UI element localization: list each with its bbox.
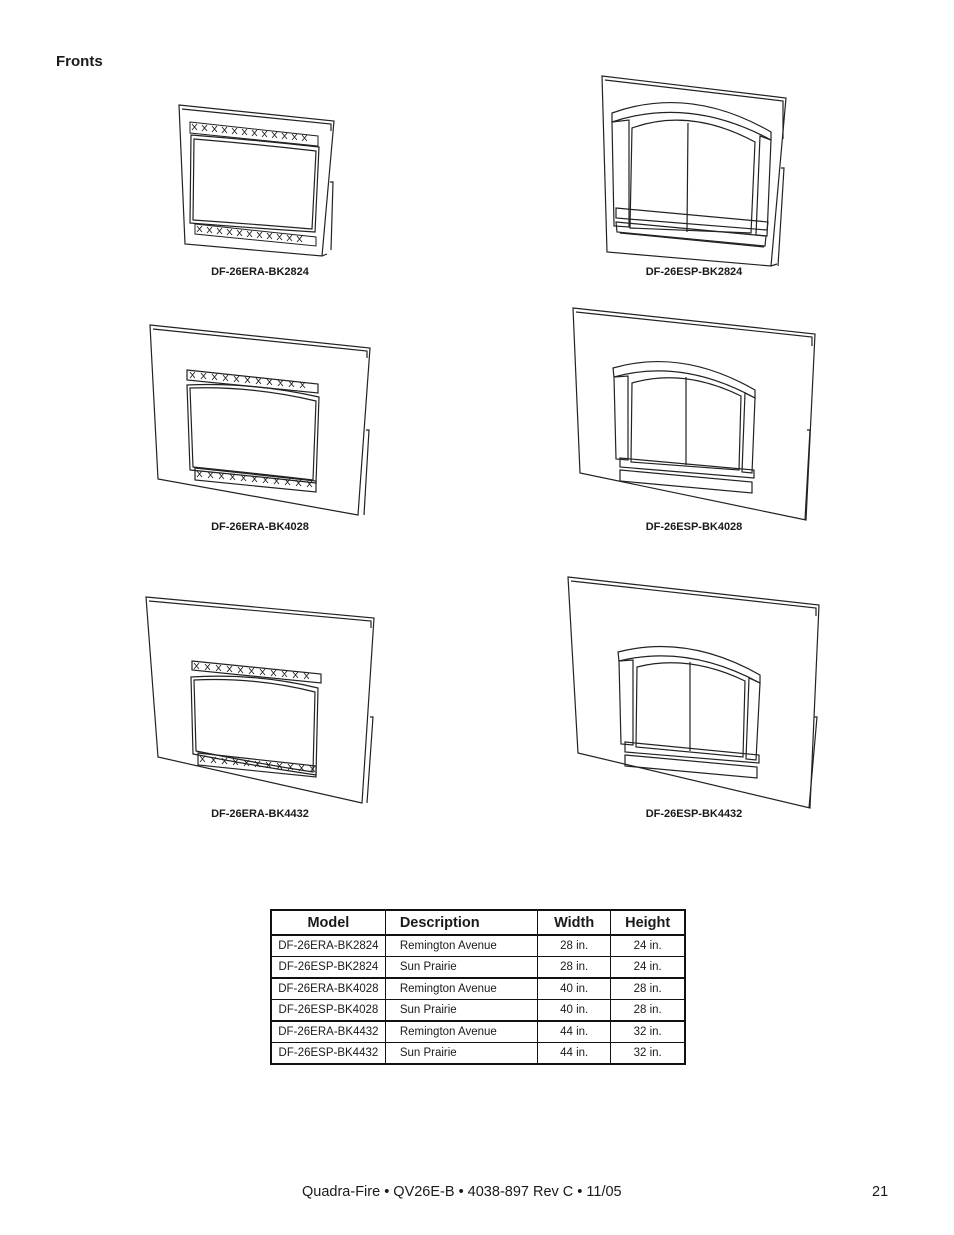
- cell-description: Remington Avenue: [385, 978, 537, 1000]
- cell-model: DF-26ESP-BK4432: [271, 1043, 385, 1065]
- figure-caption: DF-26ESP-BK2824: [645, 266, 743, 278]
- figure-caption: DF-26ERA-BK4028: [211, 521, 309, 533]
- cell-description: Remington Avenue: [385, 1021, 537, 1043]
- cell-model: DF-26ESP-BK2824: [271, 957, 385, 979]
- cell-height: 24 in.: [611, 935, 685, 957]
- table-row: [271, 1043, 685, 1065]
- cell-width: 44 in.: [537, 1043, 610, 1065]
- fireplace-front-illustrations-4028: [0, 290, 954, 550]
- fronts-spec-table: [270, 909, 686, 1065]
- fireplace-front-illustrations-4432: [0, 570, 954, 830]
- cell-height: 24 in.: [611, 957, 685, 979]
- cell-width: 44 in.: [537, 1021, 610, 1043]
- cell-height: 32 in.: [611, 1021, 685, 1043]
- cell-width: 28 in.: [537, 935, 610, 957]
- cell-description: Sun Prairie: [385, 957, 537, 979]
- cell-model: DF-26ESP-BK4028: [271, 1000, 385, 1022]
- table-row: [271, 957, 685, 979]
- cell-model: DF-26ERA-BK4028: [271, 978, 385, 1000]
- cell-description: Sun Prairie: [385, 1000, 537, 1022]
- header-description: Description: [385, 910, 537, 935]
- cell-width: 40 in.: [537, 978, 610, 1000]
- cell-height: 28 in.: [611, 1000, 685, 1022]
- fireplace-front-remington-illustration: [0, 0, 954, 290]
- cell-width: 28 in.: [537, 957, 610, 979]
- figure-row-4028: [0, 290, 954, 550]
- cell-description: Sun Prairie: [385, 1043, 537, 1065]
- figure-caption: DF-26ERA-BK4432: [211, 808, 309, 820]
- figure-era-2824: [0, 0, 954, 290]
- figure-caption: DF-26ERA-BK2824: [211, 266, 309, 278]
- figure-caption: DF-26ESP-BK4028: [645, 521, 743, 533]
- cell-model: DF-26ERA-BK2824: [271, 935, 385, 957]
- fireplace-front-sun-prairie-illustration-2824: [602, 76, 786, 266]
- cell-height: 28 in.: [611, 978, 685, 1000]
- table-row: [271, 1021, 685, 1043]
- table-header-row: [271, 910, 685, 935]
- cell-height: 32 in.: [611, 1043, 685, 1065]
- figure-caption: DF-26ESP-BK4432: [645, 808, 743, 820]
- cell-model: DF-26ERA-BK4432: [271, 1021, 385, 1043]
- footer-document-info: Quadra-Fire • QV26E-B • 4038-897 Rev C • 11/05: [302, 1184, 622, 1200]
- header-model: Model: [271, 910, 385, 935]
- header-height: Height: [611, 910, 685, 935]
- cell-width: 40 in.: [537, 1000, 610, 1022]
- header-width: Width: [537, 910, 610, 935]
- table-row: [271, 1000, 685, 1022]
- figure-row-4432: [0, 570, 954, 830]
- table-row: [271, 935, 685, 957]
- cell-description: Remington Avenue: [385, 935, 537, 957]
- table-row: [271, 978, 685, 1000]
- page-number: 21: [872, 1184, 889, 1200]
- section-title: Fronts: [56, 53, 103, 70]
